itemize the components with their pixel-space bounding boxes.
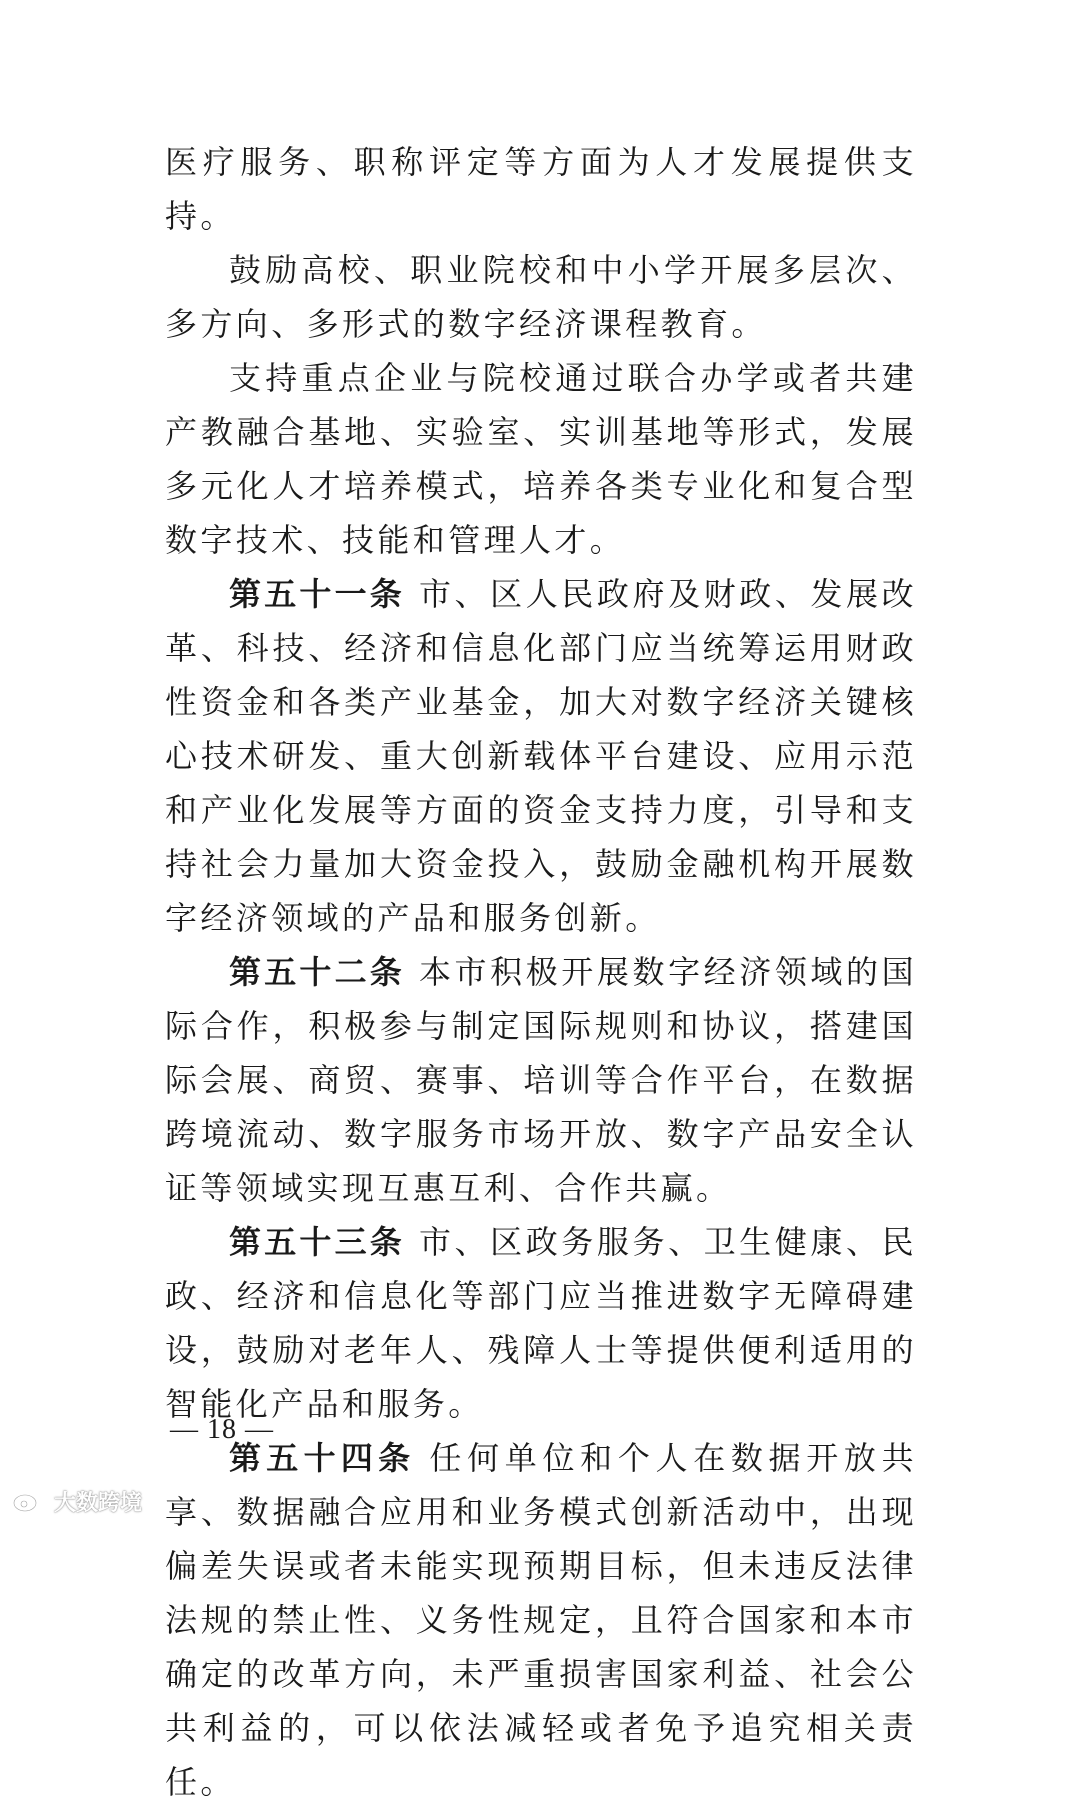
page-number: — 18 — bbox=[170, 1414, 274, 1445]
paragraph-text: 任何单位和个人在数据开放共享、数据融合应用和业务模式创新活动中，出现偏差失误或者未能实现预期目标，但未违反法律法规的禁止性、义务性规定，且符合国家和本市确定的改革方向，未严重损害国家利益、社会公共利益的，可以依法减轻或者免予追究相关责任。 bbox=[165, 1439, 917, 1801]
article-number: 第五十一条 bbox=[229, 575, 405, 613]
paragraph-3 bbox=[165, 351, 917, 567]
paragraph-text: 鼓励高校、职业院校和中小学开展多层次、多方向、多形式的数字经济课程教育。 bbox=[165, 251, 917, 343]
weibo-logo-icon bbox=[12, 1489, 48, 1513]
paragraph-1 bbox=[165, 135, 917, 243]
article-51 bbox=[165, 567, 917, 945]
document-body bbox=[165, 135, 917, 1809]
article-53 bbox=[165, 1215, 917, 1431]
watermark-text: 大数跨境 bbox=[54, 1490, 143, 1516]
paragraph-text: 本市积极开展数字经济领域的国际合作，积极参与制定国际规则和协议，搭建国际会展、商贸、赛事、培训等合作平台，在数据跨境流动、数字服务市场开放、数字产品安全认证等领域实现互惠互利、合作共赢。 bbox=[165, 953, 917, 1207]
article-54 bbox=[165, 1431, 917, 1809]
paragraph-text: 医疗服务、职称评定等方面为人才发展提供支持。 bbox=[165, 143, 917, 235]
watermark bbox=[12, 1487, 142, 1515]
paragraph-2 bbox=[165, 243, 917, 351]
paragraph-text: 市、区人民政府及财政、发展改革、科技、经济和信息化部门应当统筹运用财政性资金和各类产业基金，加大对数字经济关键核心技术研发、重大创新载体平台建设、应用示范和产业化发展等方面的资金支持力度，引导和支持社会力量加大资金投入，鼓励金融机构开展数字经济领域的产品和服务创新。 bbox=[165, 575, 917, 937]
article-number: 第五十三条 bbox=[229, 1223, 405, 1261]
article-number: 第五十二条 bbox=[229, 953, 405, 991]
paragraph-text: 支持重点企业与院校通过联合办学或者共建产教融合基地、实验室、实训基地等形式，发展多元化人才培养模式，培养各类专业化和复合型数字技术、技能和管理人才。 bbox=[165, 359, 917, 559]
paragraph-text: 市、区政务服务、卫生健康、民政、经济和信息化等部门应当推进数字无障碍建设，鼓励对老年人、残障人士等提供便利适用的智能化产品和服务。 bbox=[165, 1223, 917, 1423]
article-52 bbox=[165, 945, 917, 1215]
article-number: 第五十四条 bbox=[229, 1439, 416, 1477]
